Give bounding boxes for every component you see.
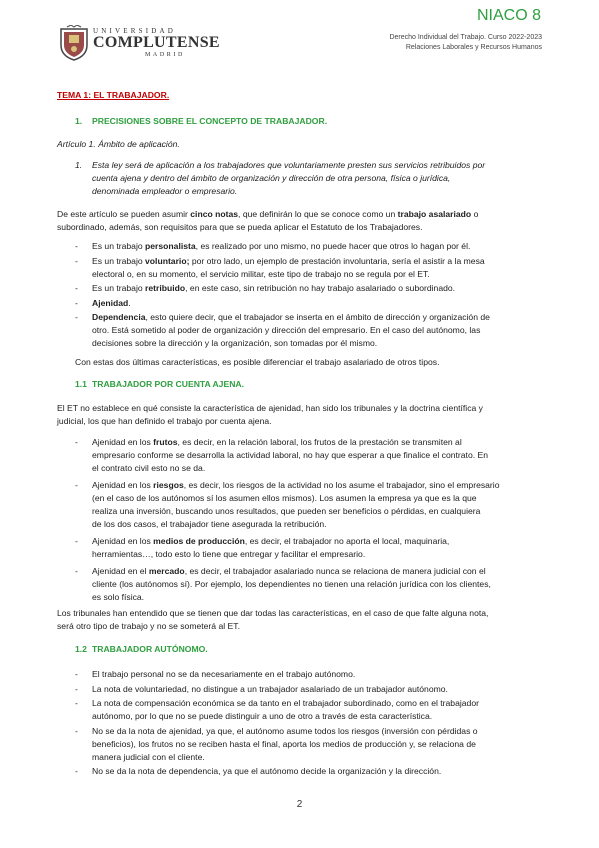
bold-term: medios de producción (153, 536, 245, 546)
list-item (92, 240, 559, 253)
list-item-continuation (92, 591, 559, 604)
list-text: por otro lado, un ejemplo de prestación involuntaria, sería el asistir a la mesa (189, 255, 485, 266)
article-heading (57, 138, 180, 151)
list-text: , en este caso, sin retribución no hay trabajo asalariado o subordinado. (185, 283, 456, 293)
bullet-marker: - (75, 312, 78, 322)
section-1-2-number: 1.2 (75, 644, 87, 654)
logo-madrid-text: MADRID (145, 52, 185, 58)
crest-icon (57, 25, 91, 61)
header-subtitle: Relaciones Laborales y Recursos Humanos (405, 44, 542, 51)
list-text: , es realizado por uno mismo, no puede hacer que otros lo hagan por él. (195, 241, 471, 251)
intro-text: o (471, 209, 479, 219)
list-item (92, 683, 559, 696)
list-text: La nota de compensación económica se da tanto en el trabajador subordinado, como en el trabajador (92, 698, 479, 708)
list-text: realiza una inversión, buscando unos resultados, que pueden ser beneficios o pérdidas, en cualquiera (92, 506, 481, 516)
page-number: 2 (296, 799, 303, 810)
section-1-2-title: TRABAJADOR AUTÓNOMO. (92, 644, 208, 654)
bullet-marker: - (75, 255, 78, 266)
list-item (92, 255, 559, 268)
bold-term: frutos (153, 437, 178, 447)
list-item (92, 725, 559, 738)
list-text: manera judicial con el cliente. (92, 751, 205, 762)
list-item-continuation (92, 518, 559, 531)
list-text: , es decir, el trabajador no aporta el local, maquinaria, (244, 536, 450, 546)
list-item (92, 311, 559, 324)
quote-line: Esta ley será de aplicación a los trabajadores que voluntariamente presten sus servicios retribuidos por (92, 160, 486, 170)
list-text: Ajenidad en el (92, 566, 149, 576)
list-text: , es decir, el trabajador asalariado nunca se relaciona de manera judicial con el (184, 566, 486, 576)
list-item-continuation (92, 548, 559, 561)
list-text: La nota de voluntariedad, no distingue a un trabajador asalariado de un trabajador autónomo. (92, 683, 448, 694)
bold-term: retribuido (145, 283, 186, 293)
intro-text: De este artículo se pueden asumir (57, 209, 191, 219)
list-text: Ajenidad en los (92, 437, 154, 447)
ajenidad-intro: El ET no establece en qué consiste la característica de ajenidad, han sido los tribunales y la doctrina científica y (57, 403, 483, 413)
bullet-marker: - (75, 241, 78, 251)
section-1-1-closing: será otro tipo de trabajo y no se someterá al ET. (57, 621, 240, 631)
intro-bold: trabajo asalariado (397, 209, 472, 219)
list-text: . (128, 297, 131, 308)
list-item-continuation (92, 492, 559, 505)
list-text: Es un trabajo (92, 241, 146, 251)
bullet-marker: - (75, 766, 78, 776)
list-text: de los dos casos, el trabajador tiene asegurada la retribución. (92, 519, 327, 529)
bullet-marker: - (75, 297, 78, 308)
list-item-continuation (92, 324, 559, 337)
list-text: (en el caso de los autónomos sí los asumen ellos mismos). Los asumen la empresa ya que es la que (92, 493, 477, 503)
ajenidad-intro: judicial, los que han definido el trabajo por cuenta ajena. (57, 416, 272, 426)
list-text: empresario conforme se desarrolla la actividad laboral, no hay que esperar a que finalice el contrato. En (92, 450, 489, 460)
bold-term: mercado (148, 566, 185, 576)
list-text: Es un trabajo (92, 255, 146, 266)
list-item-continuation (92, 578, 559, 591)
intro-paragraph (57, 208, 478, 221)
list-item (92, 297, 559, 310)
quote-number: 1. (75, 160, 83, 170)
bold-term: Dependencia (92, 312, 146, 322)
section-1-1-number: 1.1 (75, 379, 87, 389)
list-text: autónomo, por lo que no se puede distinguir a uno de otro a través de esta característica. (92, 711, 433, 721)
list-text: , es decir, los riesgos de la actividad no los asume el trabajador, sino el empresario (183, 480, 500, 490)
bold-term: voluntario; (145, 255, 190, 266)
section-1-closing: Con estas dos últimas características, es posible diferenciar el trabajo asalariado de otros tipos. (75, 357, 440, 367)
list-item (92, 765, 559, 778)
logo-complutense-text: COMPLUTENSE (93, 34, 220, 51)
list-text: No se da la nota de ajenidad, ya que, el autónomo asume todos los riesgos (inversión con pérdidas o (92, 725, 478, 736)
list-text: herramientas…, todo esto lo tiene que entregar y facilitar el empresario. (92, 549, 366, 559)
section-1-number: 1. (75, 116, 83, 126)
bullet-marker: - (75, 437, 78, 447)
list-text: beneficios), los frutos no se reciben hasta el final, aporta los medios de producción y, se relaciona de (92, 738, 476, 749)
list-text: Es un trabajo (92, 283, 146, 293)
list-text: , es decir, en la relación laboral, los frutos de la prestación se transmiten al (177, 437, 462, 447)
bullet-marker: - (75, 669, 78, 679)
list-text: , esto quiere decir, que el trabajador se inserta en el ámbito de dirección y organización de (145, 312, 490, 322)
list-item (92, 565, 559, 578)
list-text: El trabajo personal no se da necesariamente en el trabajo autónomo. (92, 669, 356, 679)
list-item-continuation (92, 449, 559, 462)
list-item (92, 436, 559, 449)
list-item (92, 668, 559, 681)
article-title: . Ámbito de aplicación. (93, 139, 180, 149)
list-text: electoral o, en su momento, el servicio militar, este tipo de trabajo no se regula por el ET. (92, 268, 430, 279)
list-item (92, 479, 559, 492)
bold-term: personalista (145, 241, 196, 251)
bullet-marker: - (75, 698, 78, 708)
intro-text: , que definirán lo que se conoce como un (238, 209, 398, 219)
list-item (92, 282, 559, 295)
list-text: otro. Está sometido al poder de organización y dirección del empresario. En el caso del autónomo, las (92, 325, 481, 335)
bullet-marker: - (75, 566, 78, 576)
list-text: cliente (los autónomos sí). Por ejemplo, los dependientes no tienen una relación jurídica con los clientes, (92, 579, 491, 589)
header-subject: Derecho Individual del Trabajo. Curso 2022-2023 (389, 34, 542, 41)
list-text: decisiones sobre la dirección y la organización, son tomadas por él mismo. (92, 338, 378, 348)
list-item-continuation (92, 462, 559, 475)
list-item-continuation (92, 337, 559, 350)
topic-title: TEMA 1: EL TRABAJADOR. (57, 90, 170, 100)
bullet-marker: - (75, 683, 78, 694)
list-item (92, 710, 559, 723)
intro-paragraph-line2: subordinado, además, son requisitos para que se pueda aplicar el Estatuto de los Trabajadores. (57, 222, 423, 232)
list-text: Ajenidad en los (92, 480, 154, 490)
list-text: No se da la nota de dependencia, ya que el autónomo decide la organización y la dirección. (92, 766, 442, 776)
logo-university-text: UNIVERSIDAD (93, 27, 177, 35)
section-1-1-title: TRABAJADOR POR CUENTA AJENA. (92, 379, 244, 389)
bullet-marker: - (75, 480, 78, 490)
section-1-title: PRECISIONES SOBRE EL CONCEPTO DE TRABAJADOR. (92, 116, 328, 126)
list-text: es solo física. (92, 592, 145, 602)
intro-bold: cinco notas (190, 209, 239, 219)
article-label: Artículo 1 (57, 139, 94, 149)
list-item (92, 751, 559, 764)
list-item (92, 738, 559, 751)
list-text: Ajenidad en los (92, 536, 154, 546)
list-item-continuation (92, 268, 559, 281)
university-logo (57, 25, 220, 65)
bullet-marker: - (75, 725, 78, 736)
course-code: NIACO 8 (476, 7, 541, 24)
bullet-marker: - (75, 283, 78, 293)
bullet-marker: - (75, 536, 78, 546)
list-item (92, 697, 559, 710)
list-item (92, 535, 559, 548)
quote-line: denominada empleador o empresario. (92, 186, 238, 196)
quote-line: cuenta ajena y dentro del ámbito de organización y dirección de otra persona, física o jurídica, (92, 173, 451, 183)
section-1-1-closing: Los tribunales han entendido que se tienen que dar todas las características, en el caso de que falte alguna nota, (57, 608, 489, 618)
list-item-continuation (92, 505, 559, 518)
bold-term: Ajenidad (92, 297, 129, 308)
list-text: el contrato civil esto no se da. (92, 463, 206, 473)
bold-term: riesgos (153, 480, 184, 490)
